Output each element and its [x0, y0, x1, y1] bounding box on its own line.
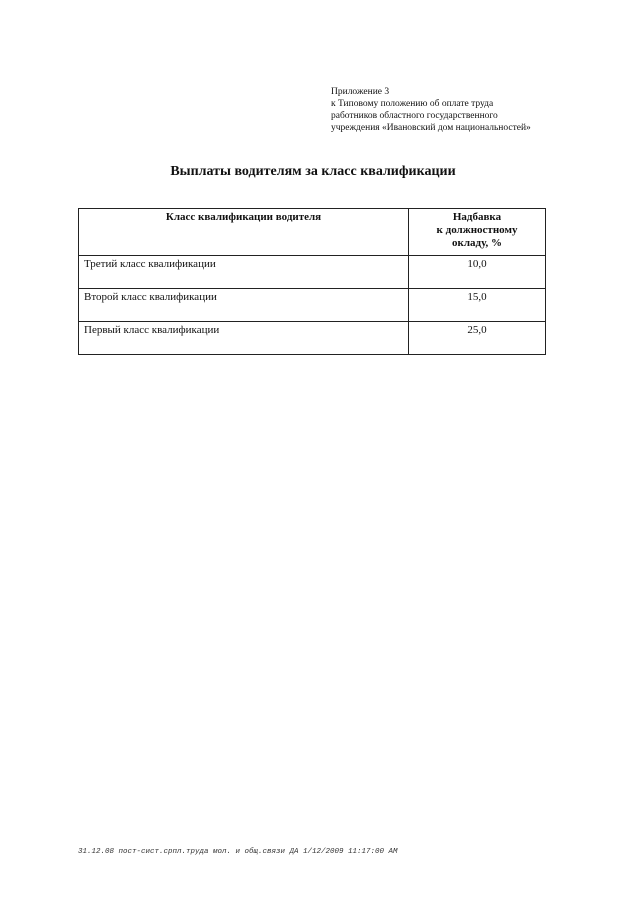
- annex-note: [331, 86, 621, 134]
- row-bonus-value: 10,0: [409, 256, 546, 289]
- table-header-row: [79, 209, 546, 256]
- header-bonus-line: окладу, %: [452, 237, 502, 249]
- table-row: [79, 322, 546, 355]
- page-title: Выплаты водителям за класс квалификации: [170, 164, 456, 179]
- header-bonus-percent: [409, 209, 546, 256]
- row-class-label: Первый класс квалификации: [79, 322, 409, 355]
- annex-line: к Типовому положению об оплате труда: [331, 99, 494, 109]
- qualification-bonus-table: [78, 208, 546, 355]
- document-footer: 31.12.08 пост-сист.српл.труда мол. и общ.связи ДА 1/12/2009 11:17:00 AM: [78, 848, 398, 856]
- annex-line: Приложение 3: [331, 87, 390, 97]
- row-bonus-value: 15,0: [409, 289, 546, 322]
- header-bonus-line: Надбавка: [452, 211, 502, 223]
- row-class-label: Второй класс квалификации: [79, 289, 409, 322]
- annex-line: учреждения «Ивановский дом национальностей»: [331, 123, 531, 133]
- table-row: [79, 289, 546, 322]
- header-qualification-class: Класс квалификации водителя: [79, 209, 409, 256]
- annex-line: работников областного государственного: [331, 111, 498, 121]
- row-bonus-value: 25,0: [409, 322, 546, 355]
- header-bonus-line: к должностному: [436, 224, 518, 236]
- table-row: [79, 256, 546, 289]
- row-class-label: Третий класс квалификации: [79, 256, 409, 289]
